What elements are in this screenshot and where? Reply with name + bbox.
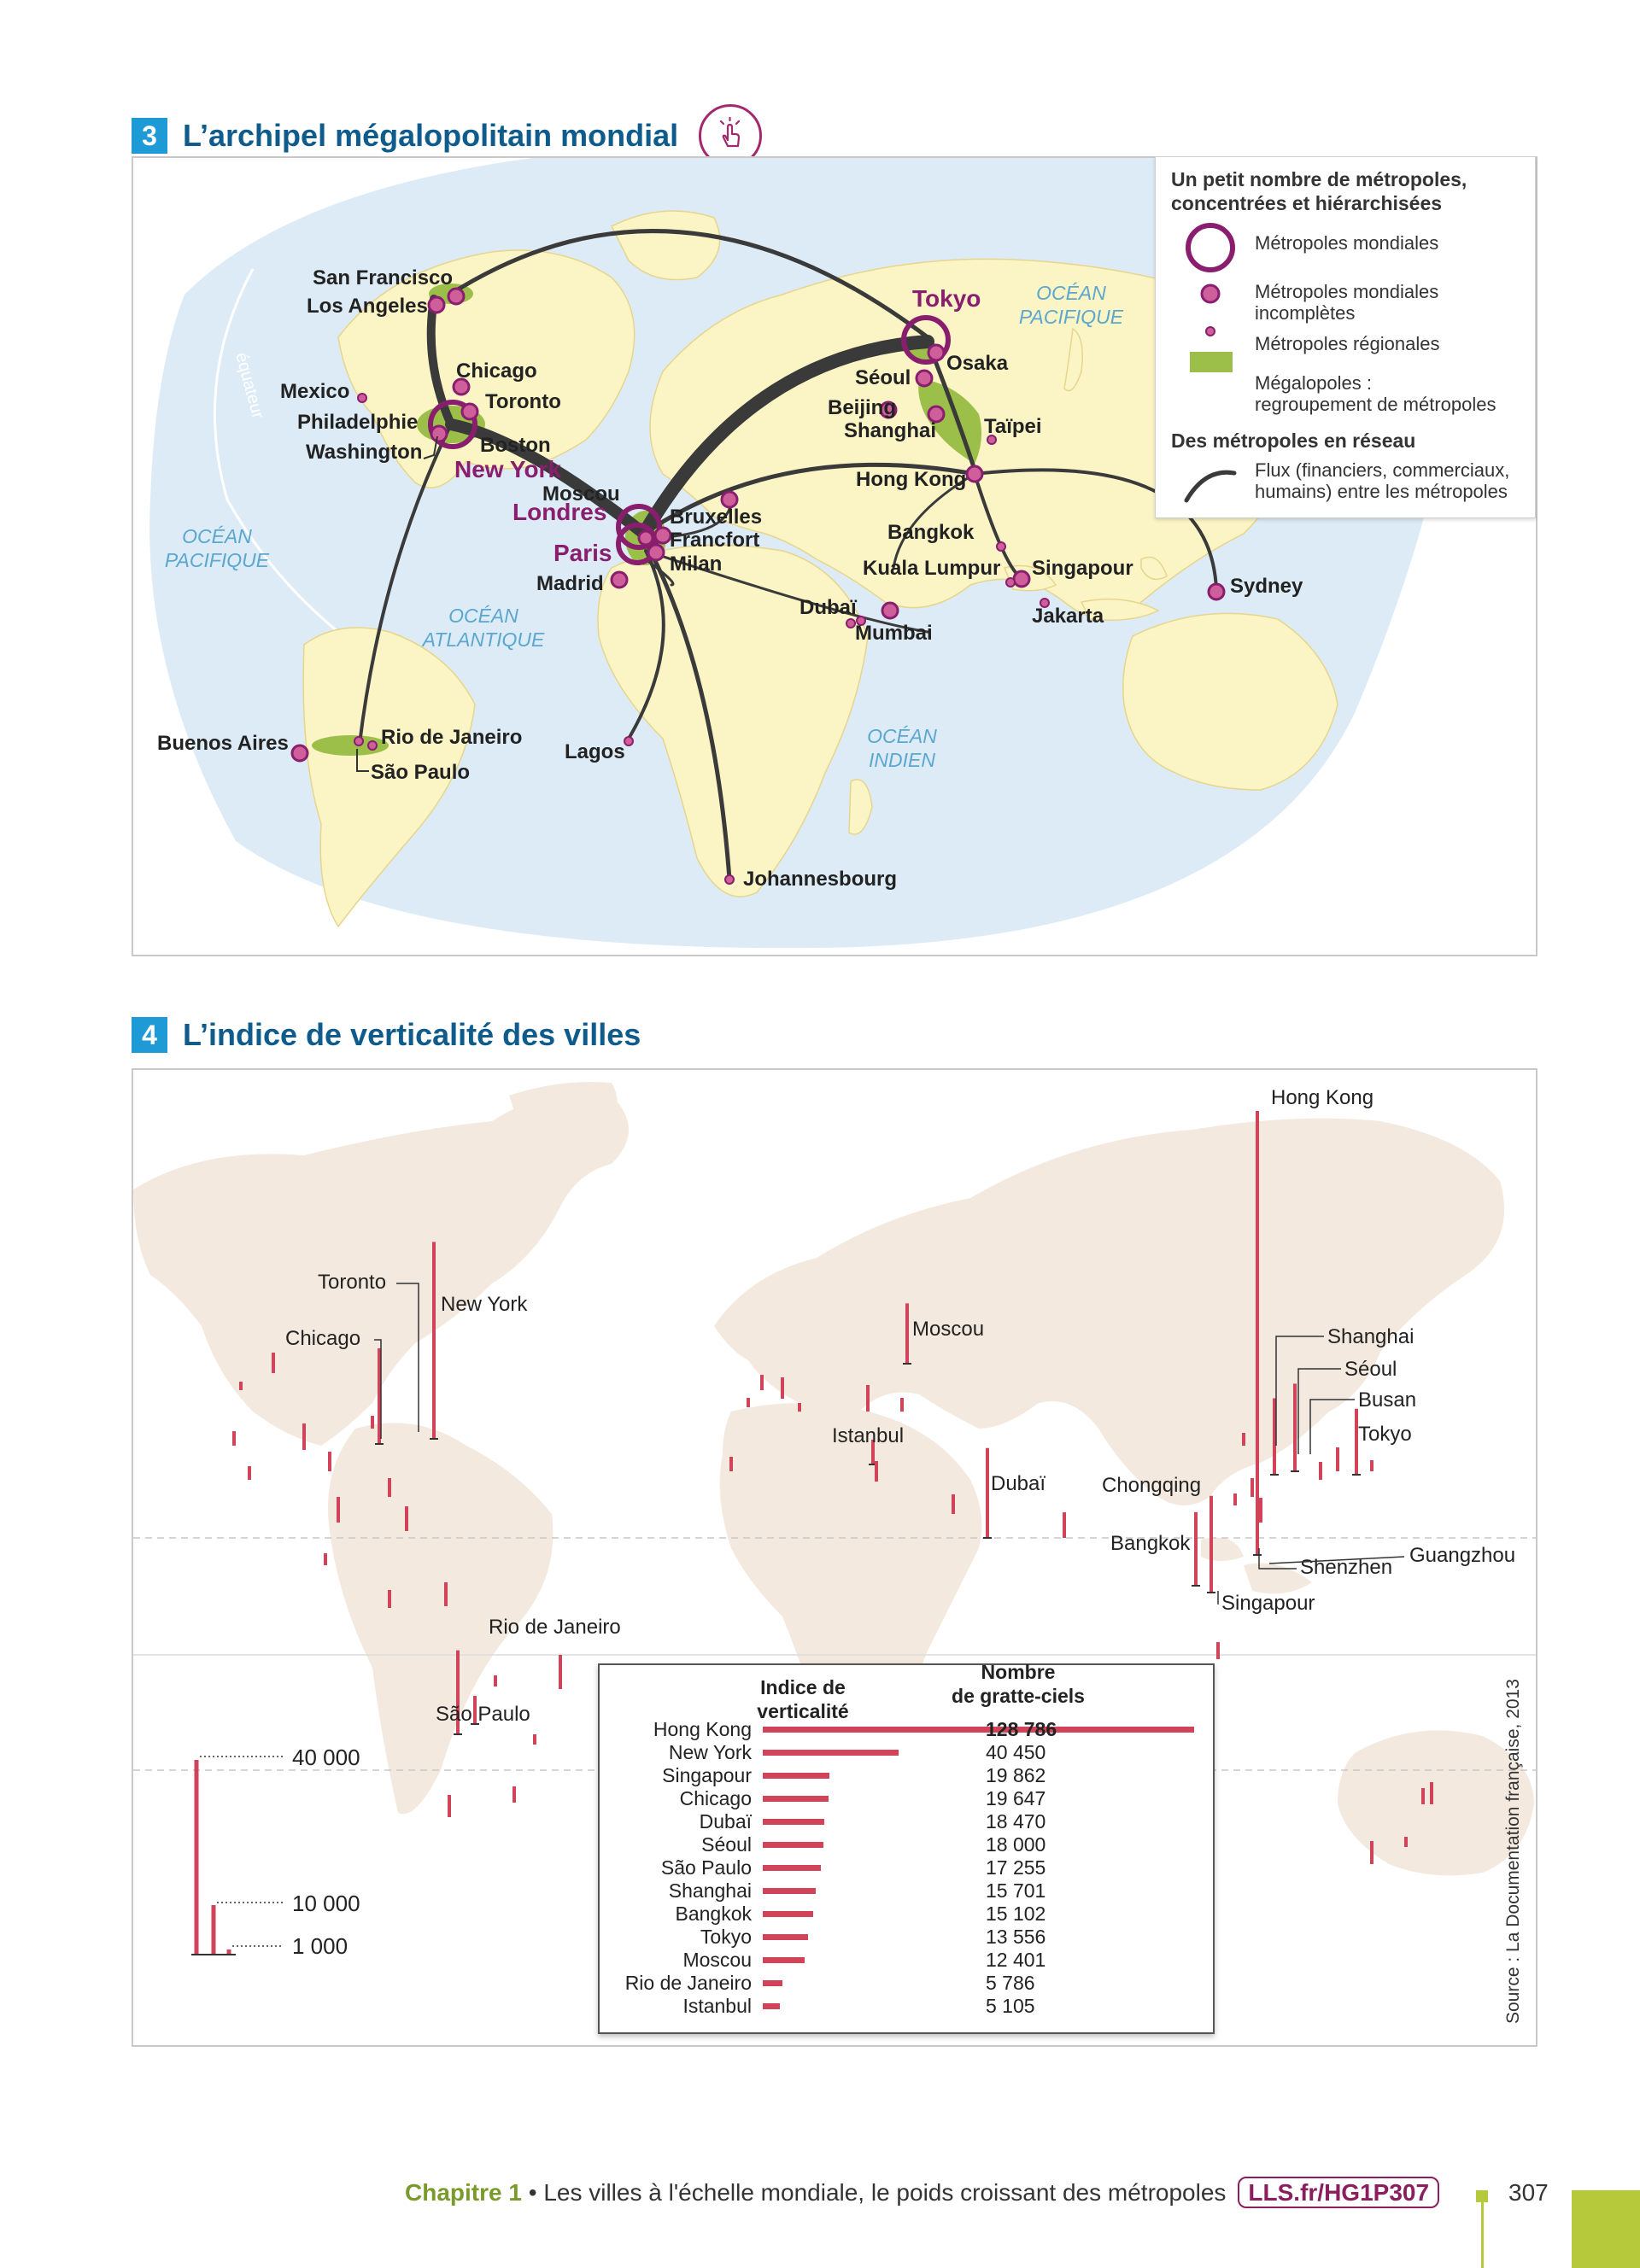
legend-small-dot-icon xyxy=(1206,327,1215,336)
label-taipei: Taïpei xyxy=(984,415,1042,438)
scale-label-1000: 1 000 xyxy=(292,1933,348,1959)
legend-ring-icon xyxy=(1188,225,1233,270)
section-title: L’indice de verticalité des villes xyxy=(183,1017,641,1052)
row-bar xyxy=(763,1819,824,1825)
page-number: 307 xyxy=(1508,2179,1549,2206)
legend-heading-1-line-1: Un petit nombre de métropoles, xyxy=(1171,168,1467,190)
ocean-pacific-east-1: OCÉAN xyxy=(1036,282,1106,304)
label-shanghai: Shanghai xyxy=(1327,1325,1414,1348)
row-bar xyxy=(763,1980,782,1986)
table-header-count xyxy=(916,1660,1121,1708)
row-city: Istanbul xyxy=(682,1995,752,2017)
row-bar xyxy=(763,1750,899,1756)
table-row xyxy=(600,1949,1213,1972)
row-count: 5 105 xyxy=(986,1995,1035,2017)
row-bar xyxy=(763,1911,813,1917)
row-bar xyxy=(763,1888,816,1894)
footer-chapter: Chapitre 1 xyxy=(405,2179,522,2206)
label-dubai: Dubaï xyxy=(800,596,857,619)
label-toronto: Toronto xyxy=(318,1271,387,1294)
label-new-york: New York xyxy=(441,1293,528,1316)
row-bar xyxy=(763,1727,1194,1733)
legend-heading-2: Des métropoles en réseau xyxy=(1171,430,1416,452)
row-city: Singapour xyxy=(662,1764,752,1786)
label-los-angeles: Los Angeles xyxy=(307,295,428,318)
row-city: Bangkok xyxy=(675,1903,752,1925)
label-seoul: Séoul xyxy=(855,366,911,389)
row-city: Chicago xyxy=(679,1787,752,1809)
verticality-table xyxy=(598,1663,1215,2034)
label-new-york: New York xyxy=(454,456,562,482)
label-shenzhen: Shenzhen xyxy=(1300,1556,1393,1579)
row-city: Séoul xyxy=(701,1833,752,1856)
ocean-indian-1: OCÉAN xyxy=(867,725,937,747)
table-row xyxy=(600,1764,1213,1787)
table-row xyxy=(600,1856,1213,1879)
header-index-line-1: Indice de xyxy=(760,1676,846,1698)
row-bar xyxy=(763,1796,829,1802)
table-row xyxy=(600,1903,1213,1926)
label-bangkok: Bangkok xyxy=(1110,1532,1191,1555)
scale-label-10000: 10 000 xyxy=(292,1891,360,1916)
footer-square-icon xyxy=(1476,2190,1488,2202)
row-city: São Paulo xyxy=(660,1856,752,1879)
hand-touch-icon xyxy=(712,117,749,155)
source-note: Source : La Documentation française, 2013 xyxy=(1503,1679,1523,2024)
table-row xyxy=(600,1879,1213,1903)
row-city: New York xyxy=(668,1741,752,1763)
label-shanghai: Shanghai xyxy=(844,419,937,442)
row-count: 128 786 xyxy=(986,1718,1057,1740)
row-city: Hong Kong xyxy=(653,1718,752,1740)
label-kuala-lumpur: Kuala Lumpur xyxy=(863,557,1001,580)
footer-rule xyxy=(1481,2202,1484,2268)
page-footer xyxy=(405,2179,1439,2207)
ocean-pacific-west-1: OCÉAN xyxy=(182,525,252,547)
row-count: 12 401 xyxy=(986,1949,1046,1971)
label-hong-kong: Hong Kong xyxy=(856,468,967,491)
legend-symbols xyxy=(1181,222,1241,424)
legend-item-1: Métropoles mondiales xyxy=(1255,232,1439,254)
header-count-line-1: Nombre xyxy=(981,1661,1056,1683)
row-city: Moscou xyxy=(682,1949,752,1971)
label-sao-paulo: São Paulo xyxy=(436,1703,530,1726)
table-row xyxy=(600,1926,1213,1949)
legend-item-5-line-2: humains) entre les métropoles xyxy=(1255,481,1508,502)
label-guangzhou: Guangzhou xyxy=(1409,1544,1516,1567)
row-bar xyxy=(763,1842,823,1848)
label-philadelphie: Philadelphie xyxy=(297,411,419,434)
label-mexico: Mexico xyxy=(280,380,350,403)
table-row xyxy=(600,1995,1213,2018)
label-san-francisco: San Francisco xyxy=(313,266,454,289)
scale-label-40000: 40 000 xyxy=(292,1745,360,1770)
table-row xyxy=(600,1718,1213,1741)
label-chongqing: Chongqing xyxy=(1102,1474,1202,1497)
legend-item-4-line-1: Mégalopoles : xyxy=(1255,372,1372,394)
section-number: 4 xyxy=(132,1017,167,1053)
label-sydney: Sydney xyxy=(1230,575,1303,598)
label-toronto: Toronto xyxy=(485,390,561,413)
row-count: 5 786 xyxy=(986,1972,1035,1994)
scale xyxy=(191,1745,360,1959)
ocean-pacific-east-2: PACIFIQUE xyxy=(1018,306,1124,328)
label-chicago: Chicago xyxy=(285,1327,361,1350)
label-jakarta: Jakarta xyxy=(1032,605,1104,628)
row-city: Shanghai xyxy=(668,1879,752,1902)
section-title: L’archipel mégalopolitain mondial xyxy=(183,118,679,153)
row-count: 17 255 xyxy=(986,1856,1046,1879)
row-bar xyxy=(763,1865,821,1871)
legend-flow-icon xyxy=(1181,463,1241,506)
label-washington: Washington xyxy=(306,441,423,464)
label-boston: Boston xyxy=(480,434,551,457)
label-beijing: Beijing xyxy=(828,396,897,419)
equator-label: équateur xyxy=(231,350,267,421)
row-bar xyxy=(763,1773,829,1779)
footer-bullet: • xyxy=(521,2179,544,2206)
ocean-atlantic-1: OCÉAN xyxy=(448,605,518,627)
row-city: Rio de Janeiro xyxy=(624,1972,752,1994)
label-tokyo: Tokyo xyxy=(1358,1423,1412,1446)
row-city: Dubaï xyxy=(699,1810,752,1833)
label-moscou: Moscou xyxy=(542,482,620,506)
table-row xyxy=(600,1833,1213,1856)
label-rio: Rio de Janeiro xyxy=(489,1616,621,1639)
legend-item-2-line-1: Métropoles mondiales xyxy=(1255,281,1439,302)
label-seoul: Séoul xyxy=(1344,1358,1397,1381)
label-lagos: Lagos xyxy=(565,740,625,763)
table-row xyxy=(600,1741,1213,1764)
label-hong-kong: Hong Kong xyxy=(1271,1086,1374,1109)
section-4-header xyxy=(132,1017,641,1053)
label-tokyo: Tokyo xyxy=(912,285,981,312)
row-count: 13 556 xyxy=(986,1926,1046,1948)
label-singapour: Singapour xyxy=(1221,1592,1315,1615)
row-city: Tokyo xyxy=(700,1926,752,1948)
legend-item-5-line-1: Flux (financiers, commerciaux, xyxy=(1255,459,1510,481)
label-chicago: Chicago xyxy=(456,359,537,383)
legend-dot-icon xyxy=(1202,285,1219,302)
header-count-line-2: de gratte-ciels xyxy=(952,1685,1085,1707)
legend-megalopole-icon xyxy=(1190,352,1233,372)
label-dubai: Dubaï xyxy=(991,1472,1046,1495)
label-bruxelles: Bruxelles xyxy=(670,506,763,529)
label-busan: Busan xyxy=(1358,1388,1417,1412)
table-row xyxy=(600,1972,1213,1995)
label-istanbul: Istanbul xyxy=(832,1424,905,1447)
row-bar xyxy=(763,2003,780,2009)
row-bar xyxy=(763,1934,808,1940)
ocean-indian-2: INDIEN xyxy=(869,749,935,771)
label-sao-paulo: São Paulo xyxy=(371,761,471,784)
legend-item-3: Métropoles régionales xyxy=(1255,333,1440,354)
label-osaka: Osaka xyxy=(946,352,1009,375)
table-row xyxy=(600,1787,1213,1810)
label-bangkok: Bangkok xyxy=(887,521,975,544)
ocean-pacific-west-2: PACIFIQUE xyxy=(164,549,270,571)
label-johannesbourg: Johannesbourg xyxy=(743,868,898,891)
label-madrid: Madrid xyxy=(536,572,604,595)
label-buenos-aires: Buenos Aires xyxy=(157,732,289,755)
row-count: 18 470 xyxy=(986,1810,1046,1833)
label-rio: Rio de Janeiro xyxy=(381,726,523,749)
label-milan: Milan xyxy=(670,552,723,576)
table-header-index xyxy=(700,1675,905,1723)
row-count: 19 647 xyxy=(986,1787,1046,1809)
row-count: 18 000 xyxy=(986,1833,1046,1856)
page-corner-block xyxy=(1572,2190,1640,2268)
label-paris: Paris xyxy=(554,540,612,566)
table-row xyxy=(600,1810,1213,1833)
section-number: 3 xyxy=(132,118,167,154)
legend-item-2-line-2: incomplètes xyxy=(1255,302,1356,324)
label-singapour: Singapour xyxy=(1032,557,1133,580)
label-moscou: Moscou xyxy=(912,1318,985,1341)
row-count: 40 450 xyxy=(986,1741,1046,1763)
ocean-atlantic-2: ATLANTIQUE xyxy=(422,628,545,651)
row-bar xyxy=(763,1957,805,1963)
row-count: 15 102 xyxy=(986,1903,1046,1925)
label-mumbai: Mumbai xyxy=(855,622,933,645)
legend-heading-1-line-2: concentrées et hiérarchisées xyxy=(1171,192,1443,214)
label-londres: Londres xyxy=(512,499,607,525)
map-legend xyxy=(1155,156,1536,518)
header-index-line-2: verticalité xyxy=(757,1700,849,1722)
row-count: 19 862 xyxy=(986,1764,1046,1786)
label-francfort: Francfort xyxy=(670,529,760,552)
legend-item-4-line-2: regroupement de métropoles xyxy=(1255,394,1496,415)
row-count: 15 701 xyxy=(986,1879,1046,1902)
footer-text: Les villes à l'échelle mondiale, le poids croissant des métropoles xyxy=(543,2179,1227,2206)
footer-link[interactable]: LLS.fr/HG1P307 xyxy=(1238,2177,1439,2208)
